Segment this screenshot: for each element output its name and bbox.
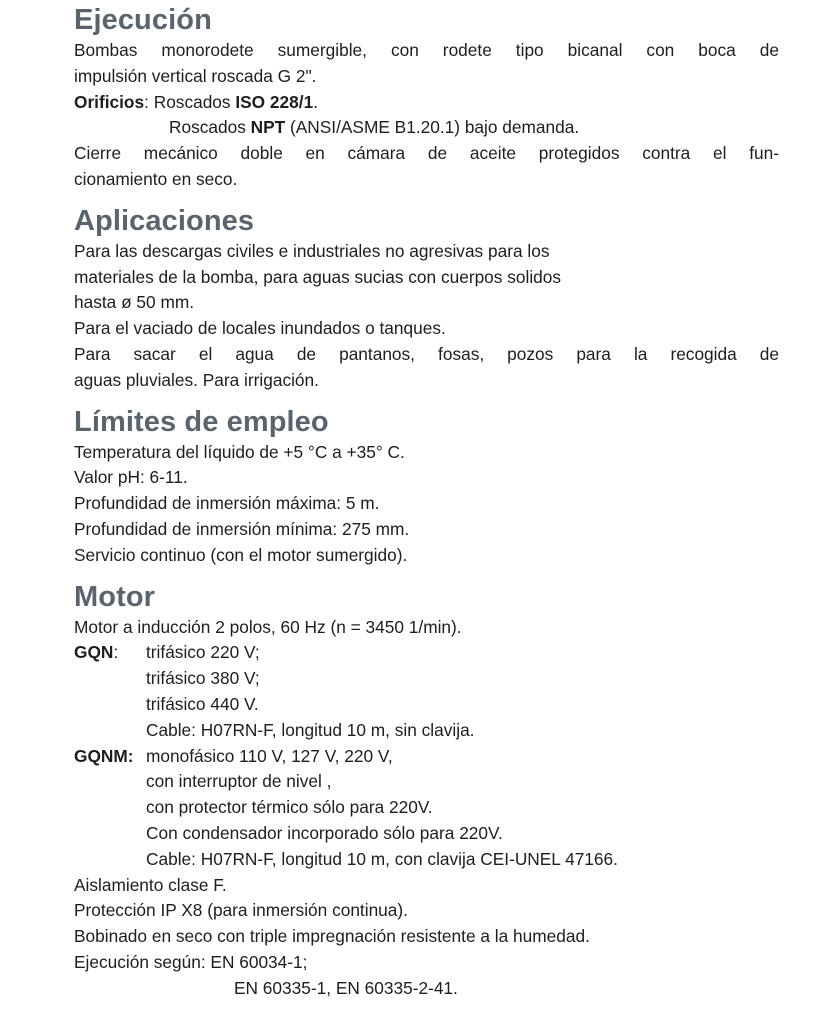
section-aplicaciones	[74, 203, 779, 394]
gqn-line: trifásico 440 V.	[146, 693, 259, 714]
orificios-line	[74, 90, 779, 116]
gqnm-line: con interruptor de nivel ,	[146, 771, 332, 792]
gqnm-line: Con condensador incorporado sólo para 220V.	[146, 822, 503, 843]
gqnm-row	[74, 744, 779, 770]
orificios-sep: : Roscados	[144, 91, 236, 112]
motor-tail-line: Ejecución según: EN 60034-1;	[74, 951, 308, 972]
heading-limites: Límites de empleo	[74, 405, 329, 438]
motor-tail-line: Bobinado en seco con triple impregnación resistente a la humedad.	[74, 926, 590, 947]
roscados-npt-line	[74, 115, 779, 141]
aplicaciones-line: Para el vaciado de locales inundados o tanques.	[74, 318, 446, 339]
heading-ejecucion: Ejecución	[74, 4, 212, 36]
aplicaciones-line: aguas pluviales. Para irrigación.	[74, 369, 319, 390]
limites-line: Temperatura del líquido de +5 °C a +35° C.	[74, 441, 405, 462]
gqn-label: GQN:	[74, 642, 119, 663]
roscados-pre: Roscados	[169, 117, 251, 138]
aplicaciones-line: Para las descargas civiles e industriales no agresivas para los	[74, 240, 550, 261]
gqnm-label: GQNM:	[74, 745, 134, 766]
gqnm-line: Cable: H07RN-F, longitud 10 m, con clavija CEI-UNEL 47166.	[146, 848, 618, 869]
gqn-cable: Cable: H07RN-F, longitud 10 m, sin clavija.	[146, 719, 475, 740]
gqnm-line: con protector térmico sólo para 220V.	[146, 797, 433, 818]
ejecucion-line-3: Cierre mecánico doble en cámara de aceite protegidos contra el fun-	[74, 143, 779, 164]
gqn-line: trifásico 380 V;	[146, 668, 260, 689]
orificios-iso: ISO 228/1	[235, 91, 314, 112]
motor-tail-line: Aislamiento clase F.	[74, 874, 227, 895]
limites-line: Valor pH: 6-11.	[74, 467, 188, 488]
section-motor	[74, 579, 779, 1002]
section-limites	[74, 404, 779, 569]
ejecucion-line-2: impulsión vertical roscada G 2".	[74, 65, 317, 86]
gqn-value: trifásico 220 V;	[146, 642, 260, 663]
roscados-post: (ANSI/ASME B1.20.1) bajo demanda.	[285, 117, 580, 138]
limites-line: Servicio continuo (con el motor sumergido).	[74, 544, 408, 565]
ejecucion-line-1: Bombas monorodete sumergible, con rodete tipo bicanal con boca de	[74, 40, 779, 60]
aplicaciones-line: hasta ø 50 mm.	[74, 292, 195, 313]
motor-intro: Motor a inducción 2 polos, 60 Hz (n = 3450 1/min).	[74, 616, 462, 637]
aplicaciones-line: Para sacar el agua de pantanos, fosas, pozos para la recogida de	[74, 343, 779, 364]
section-ejecucion	[74, 2, 779, 193]
limites-line: Profundidad de inmersión máxima: 5 m.	[74, 493, 380, 514]
roscados-npt: NPT	[250, 117, 286, 138]
orificios-label: Orificios	[74, 91, 145, 112]
gqn-row	[74, 640, 779, 666]
heading-motor: Motor	[74, 580, 156, 613]
en-standards-line: EN 60335-1, EN 60335-2-41.	[234, 977, 458, 998]
aplicaciones-line: materiales de la bomba, para aguas sucias con cuerpos solidos	[74, 266, 562, 287]
heading-aplicaciones: Aplicaciones	[74, 204, 255, 237]
limites-line: Profundidad de inmersión mínima: 275 mm.	[74, 518, 410, 539]
gqnm-value: monofásico 110 V, 127 V, 220 V,	[146, 745, 393, 766]
ejecucion-line-4: cionamiento en seco.	[74, 168, 238, 189]
orificios-end: .	[313, 91, 318, 112]
motor-tail-line: Protección IP X8 (para inmersión continua).	[74, 900, 408, 921]
